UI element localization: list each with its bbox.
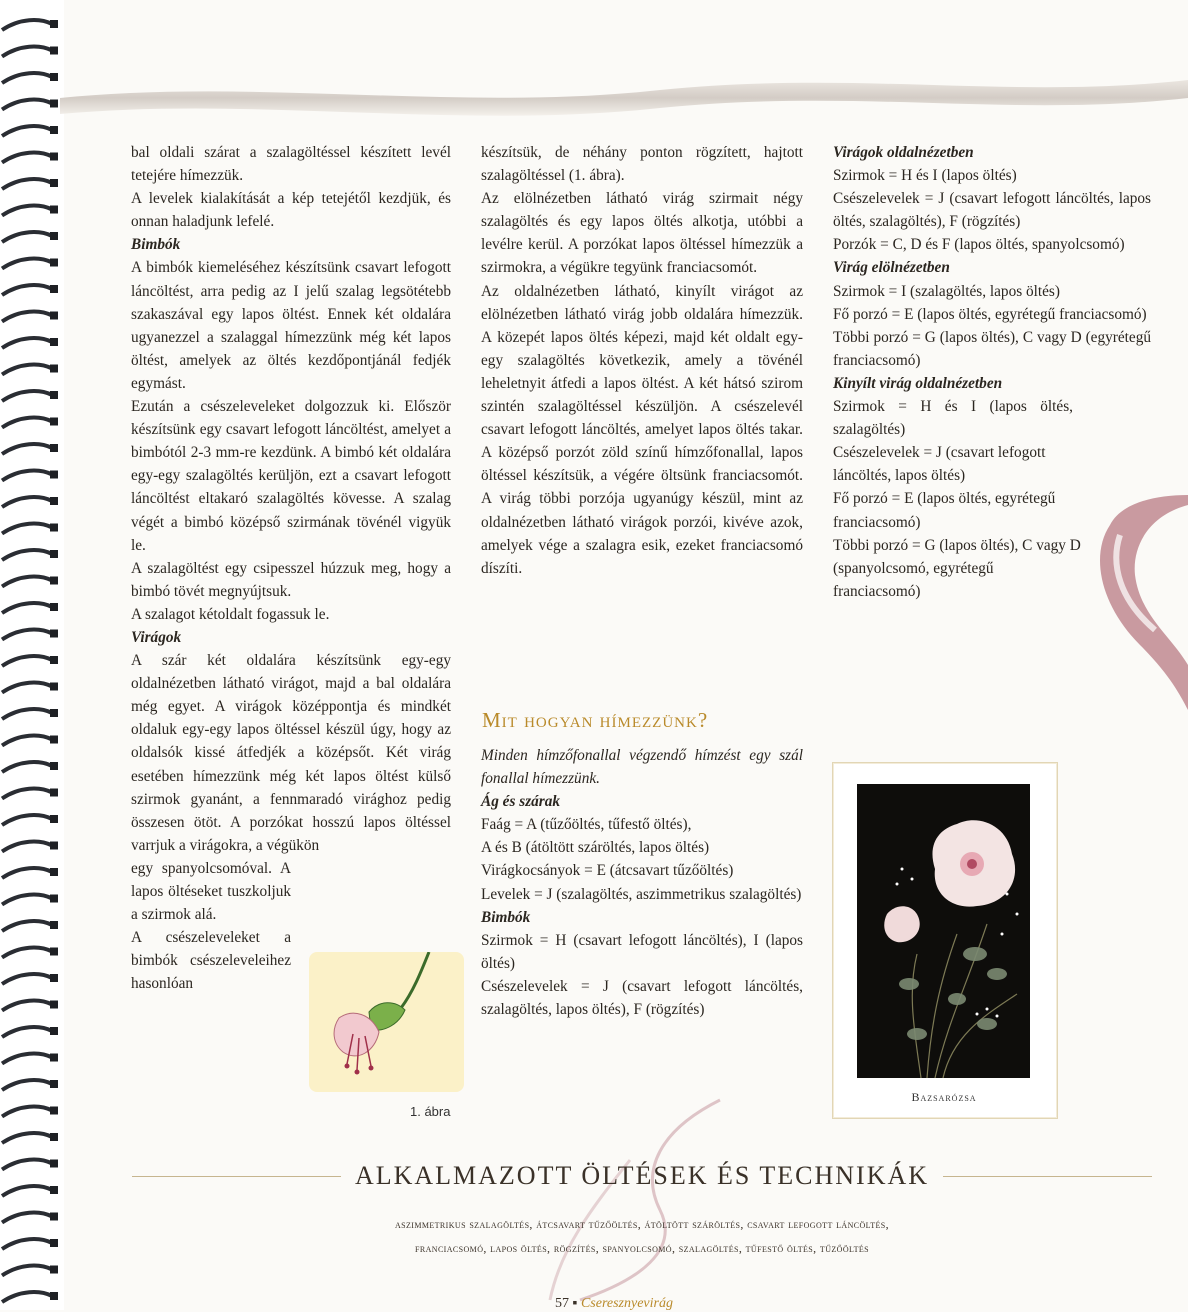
spiral-hole (50, 1001, 58, 1009)
spiral-hole (50, 179, 58, 187)
spiral-hole (50, 126, 58, 134)
spiral-hole (50, 1107, 58, 1115)
figure-1-illustration (309, 952, 464, 1092)
material-line: Szirmok = I (szalagöltés, lapos öltés) (833, 282, 1060, 300)
techniques-list (132, 1212, 1152, 1260)
material-line: Porzók = C, D és F (lapos öltés, spanyolcsomó) (833, 236, 1125, 254)
spiral-hole (50, 550, 58, 558)
spiral-hole (50, 1292, 58, 1300)
intro-text: Minden hímzőfonallal végzendő hímzést egy szál fonallal hímezzünk. (481, 747, 803, 788)
paragraph: A szalagot kétoldalt fogassuk le. (131, 605, 330, 623)
decorative-ribbon-bottom (520, 1090, 740, 1310)
spiral-hole (50, 948, 58, 956)
material-line: Virágkocsányok = E (átcsavart tűzőöltés) (481, 862, 734, 880)
subheading-ag: Ág és szárak (481, 793, 561, 811)
spiral-hole (50, 683, 58, 691)
spiral-hole (50, 577, 58, 585)
spiral-hole (50, 1186, 58, 1194)
peony-photo (857, 784, 1030, 1078)
paragraph: A szalagöltést egy csipesszel húzzuk meg, hogy a bimbó tövét megnyújtsuk. (131, 559, 451, 600)
spiral-hole (50, 656, 58, 664)
paragraph: A szár két oldalára készítsünk egy-egy oldalnézetben látható virágot, majd a bal oldalára még egyet. A virágok középpontja és mindkét oldaluk egy-egy lapos öltéssel készül úgy, hogy az oldalsók kissé átfedjék a középsőt. Két virág esetében hímezzünk még két lapos öltést külső szirmok gyanánt, a fennmaradó virághoz pedig összesen ötöt. A porzókat hosszú lapos öltéssel varrjuk a virágokra, a végükön (131, 652, 451, 854)
spiral-hole (50, 232, 58, 240)
spiral-hole (50, 709, 58, 717)
spiral-hole (50, 47, 58, 55)
spiral-hole (50, 312, 58, 320)
material-line: Fő porzó = E (lapos öltés, egyrétegű franciacsomó) (833, 305, 1147, 323)
paragraph: A levelek kialakítását a kép tetejétől kezdjük, és onnan haladjunk lefelé. (131, 190, 451, 231)
spiral-hole (50, 206, 58, 214)
material-line: Faág = A (tűzőöltés, tűfestő öltés), (481, 816, 692, 834)
spiral-hole (50, 338, 58, 346)
spiral-hole (50, 1213, 58, 1221)
spiral-hole (50, 444, 58, 452)
techniques-line: aszimmetrikus szalagöltés, átcsavart tűzőöltés, átöltött száröltés, csavart lefogott láncöltés, (394, 1217, 890, 1231)
material-line: Csészelevelek = J (csavart lefogott láncöltés, szalagöltés, lapos öltés), F (rögzítés) (481, 977, 803, 1019)
spiral-hole (50, 842, 58, 850)
spiral-hole (50, 100, 58, 108)
column-3 (833, 141, 1151, 603)
spiral-hole (50, 365, 58, 373)
paragraph: A bimbók kiemeléséhez készítsünk csavart lefogott láncöltést, arra pedig az I jelű szalag legsötétebb szakaszával egy lapos öltést. Ennek két oldalára ugyanezzel a szalaggal hímezzünk még két lapos öltést, amelyek az öltés kezdőpontjánál fedjék egymást. (131, 259, 451, 392)
material-line: Levelek = J (szalagöltés, aszimmetrikus szalagöltés) (481, 885, 802, 903)
spiral-hole (50, 471, 58, 479)
spiral-hole (50, 921, 58, 929)
decorative-ribbon-top (60, 60, 1188, 120)
material-line: Többi porzó = G (lapos öltés), C vagy D (egyrétegű franciacsomó) (833, 328, 1151, 369)
paragraph: Ezután a csészeleveleket dolgozzuk ki. Először készítsünk egy csavart lefogott láncöltést, amelyet a bimbótól 2-3 mm-re kezdünk. A bimbó két oldalára egy-egy szalagöltés kerüljön, ezt a csavart lefogott láncöltést eltakaró szalagöltés kövesse. A szalag végét a bimbó középső szirmának tövénél vigyük le. (131, 398, 451, 554)
spiral-hole (50, 974, 58, 982)
material-line: Csészelevelek = J (csavart lefogott láncöltés, lapos öltés) (833, 444, 1046, 485)
spiral-hole (50, 736, 58, 744)
techniques-line: franciacsomó, lapos öltés, rögzítés, spanyolcsomó, szalagöltés, tűfestő öltés, tűzőöltés (415, 1241, 869, 1255)
material-line: Szirmok = H (csavart lefogott láncöltés), I (lapos öltés) (481, 931, 803, 972)
subheading-bimbok: Bimbók (131, 236, 181, 254)
material-line: Fő porzó = E (lapos öltés, egyrétegű franciacsomó) (833, 490, 1056, 531)
divider (132, 1176, 341, 1177)
paragraph: egy spanyolcsomóval. A lapos öltéseket tuszkoljuk a szirmok alá. (131, 859, 291, 924)
spiral-hole (50, 73, 58, 81)
paragraph: Az elölnézetben látható virág szirmait négy szalagöltés és egy lapos öltés alkotja, utóbbi a levélre kerül. A porzókat lapos öltéssel hímezzük a szirmokra, a végükre tegyünk franciacsomót. (481, 190, 803, 277)
spiral-hole (50, 789, 58, 797)
spiral-hole (50, 524, 58, 532)
subheading: Kinyílt virág oldalnézetben (833, 374, 1003, 392)
spiral-hole (50, 603, 58, 611)
spiral-hole (50, 391, 58, 399)
spiral-hole (50, 1160, 58, 1168)
book-title: Cseresznyevirág (580, 1296, 673, 1311)
spiral-hole (50, 20, 58, 28)
spiral-hole (50, 418, 58, 426)
spiral-hole (50, 1054, 58, 1062)
material-line: A és B (átöltött száröltés, lapos öltés) (481, 839, 710, 857)
paragraph: készítsük, de néhány ponton rögzített, hajtott szalagöltéssel (1. ábra). (481, 144, 803, 185)
spiral-hole (50, 1239, 58, 1247)
techniques-title-text: ALKALMAZOTT ÖLTÉSEK ÉS TECHNIKÁK (354, 1161, 930, 1190)
spiral-hole (50, 895, 58, 903)
divider (943, 1176, 1152, 1177)
paragraph: A csészeleveleket a bimbók csészeleveleihez hasonlóan (131, 929, 291, 993)
subheading: Virágok oldalnézetben (833, 144, 974, 161)
spiral-hole (50, 497, 58, 505)
section-heading: Mit hogyan hímezzünk? (482, 708, 709, 732)
spiral-hole (50, 1266, 58, 1274)
paragraph: bal oldali szárat a szalagöltéssel készített levél tetejére hímezzük. (131, 144, 451, 185)
material-line: Csészelevelek = J (csavart lefogott láncöltés, lapos öltés, szalagöltés), F (rögzítés) (833, 190, 1151, 231)
spiral-hole (50, 259, 58, 267)
photo-caption: Bazsarózsa (911, 1090, 977, 1104)
spiral-hole (50, 868, 58, 876)
spiral-hole (50, 153, 58, 161)
material-line: Szirmok = H és I (lapos öltés) (833, 167, 1017, 185)
subheading-viragok: Virágok (131, 628, 182, 646)
spiral-hole (50, 762, 58, 770)
spiral-hole (50, 815, 58, 823)
spiral-hole (50, 1133, 58, 1141)
material-line: Szirmok = H és I (lapos öltés, szalagöltés) (833, 398, 1073, 439)
spiral-hole (50, 1027, 58, 1035)
material-line: Többi porzó = G (lapos öltés), C vagy D (spanyolcsomó, egyrétegű franciacsomó) (833, 536, 1081, 600)
page-footer: 57 ▪ Cseresznyevirág (555, 1296, 673, 1311)
figure-caption: 1. ábra (410, 1104, 451, 1119)
column-2 (481, 141, 803, 580)
spiral-hole (50, 1080, 58, 1088)
spiral-hole (50, 630, 58, 638)
subheading: Virág elölnézetben (833, 259, 950, 277)
column-1 (131, 141, 451, 995)
techniques-title (132, 1158, 1152, 1194)
subheading-bimbok: Bimbók (481, 908, 531, 926)
paragraph: Az oldalnézetben látható, kinyílt virágot az elölnézetben látható virág jobb oldalára hímezzük. A közepét lapos öltés képezi, majd két oldalt egy-egy szalagöltés következik, amely a tövénél leheletnyit átfedi a lapos öltést. A két hátsó szirom szintén szalagöltéssel készüljön. A csészelevél csavart lefogott láncöltés, amelyet lapos öltés takar. A középső porzót zöld színű hímzőfonallal, lapos öltéssel készítsük, a végére öltsünk franciacsomót. A virág többi porzója ugyanúgy készül, mint az oldalnézetben látható virágok porzói, kivéve azok, amelyek vége a szalagra esik, ezeket franciacsomó díszíti. (481, 282, 803, 577)
column-2-materials (481, 744, 803, 1021)
page-number: 57 (555, 1296, 569, 1311)
spiral-hole (50, 285, 58, 293)
spiral-binding (0, 0, 64, 1310)
